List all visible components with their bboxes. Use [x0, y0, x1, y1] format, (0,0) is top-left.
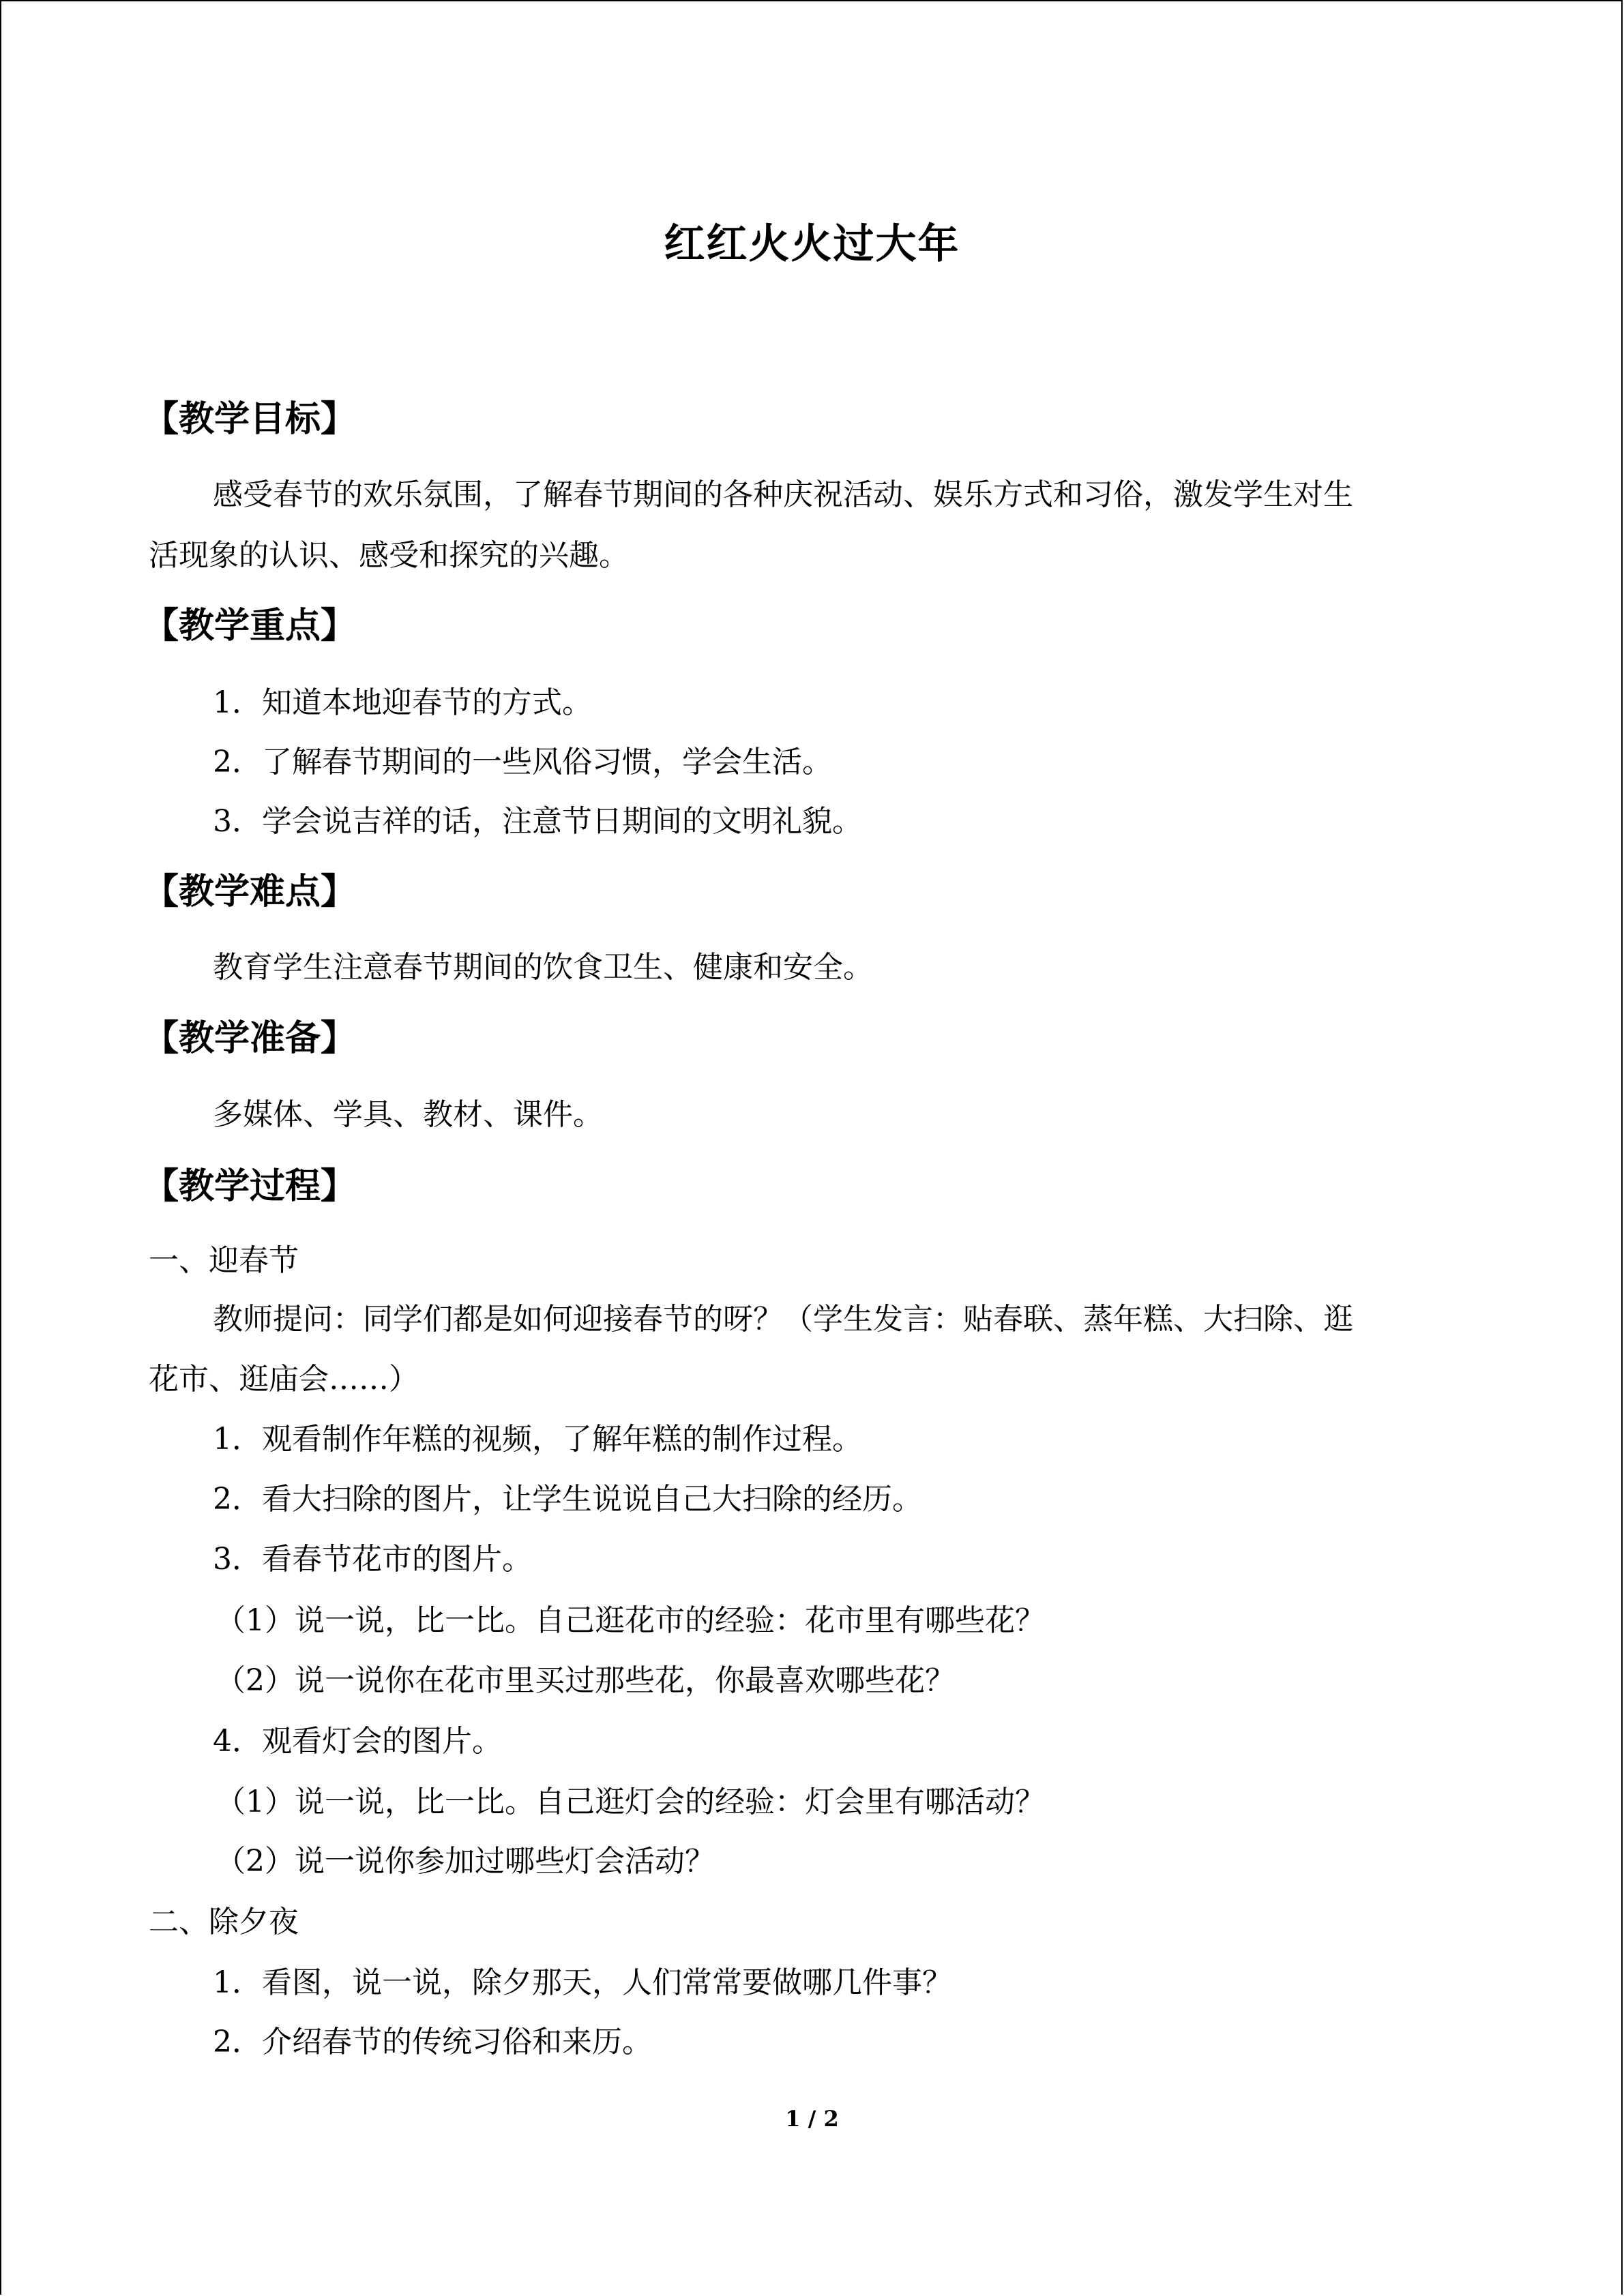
objectives-line-1: 感受春节的欢乐氛围，了解春节期间的各种庆祝活动、娱乐方式和习俗，激发学生对生: [213, 477, 1353, 512]
process-item: 1．观看制作年糕的视频，了解年糕的制作过程。: [213, 1422, 862, 1457]
process-part2-title: 二、除夕夜: [149, 1905, 299, 1939]
page-number: 1 / 2: [785, 2106, 839, 2132]
process-subitem: （1）说一说，比一比。自己逛花市的经验：花市里有哪些花？: [216, 1603, 1045, 1638]
key-point-item: 2．了解春节期间的一些风俗习惯，学会生活。: [213, 745, 832, 779]
process-part1-question-line-1: 教师提问：同学们都是如何迎接春节的呀？（学生发言：贴春联、蒸年糕、大扫除、逛: [213, 1302, 1353, 1337]
objectives-line-2: 活现象的认识、感受和探究的兴趣。: [149, 538, 629, 573]
heading-objectives: 【教学目标】: [143, 398, 357, 440]
key-point-item: 1．知道本地迎春节的方式。: [213, 685, 592, 720]
process-item: 4．观看灯会的图片。: [213, 1724, 502, 1759]
heading-process: 【教学过程】: [143, 1165, 357, 1207]
process-part1-question-line-2: 花市、逛庙会……）: [149, 1362, 419, 1397]
difficulties-text: 教育学生注意春节期间的饮食卫生、健康和安全。: [213, 950, 873, 985]
process-item: 3．看春节花市的图片。: [213, 1542, 532, 1577]
process-item: 2．介绍春节的传统习俗和来历。: [213, 2025, 652, 2059]
process-item: 2．看大扫除的图片，让学生说说自己大扫除的经历。: [213, 1482, 922, 1517]
heading-difficulties: 【教学难点】: [143, 871, 357, 912]
process-part1-title: 一、迎春节: [149, 1243, 299, 1278]
preparation-text: 多媒体、学具、教材、课件。: [213, 1097, 603, 1132]
heading-preparation: 【教学准备】: [143, 1017, 357, 1059]
key-point-item: 3．学会说吉祥的话，注意节日期间的文明礼貌。: [213, 804, 862, 839]
process-subitem: （2）说一说你在花市里买过那些花，你最喜欢哪些花？: [216, 1663, 955, 1698]
process-subitem: （1）说一说，比一比。自己逛灯会的经验：灯会里有哪活动？: [216, 1785, 1045, 1819]
document-title: 红红火火过大年: [664, 220, 960, 268]
process-item: 1．看图，说一说，除夕那天，人们常常要做哪几件事？: [213, 1965, 952, 2000]
process-subitem: （2）说一说你参加过哪些灯会活动？: [216, 1844, 715, 1879]
heading-key-points: 【教学重点】: [143, 605, 357, 646]
